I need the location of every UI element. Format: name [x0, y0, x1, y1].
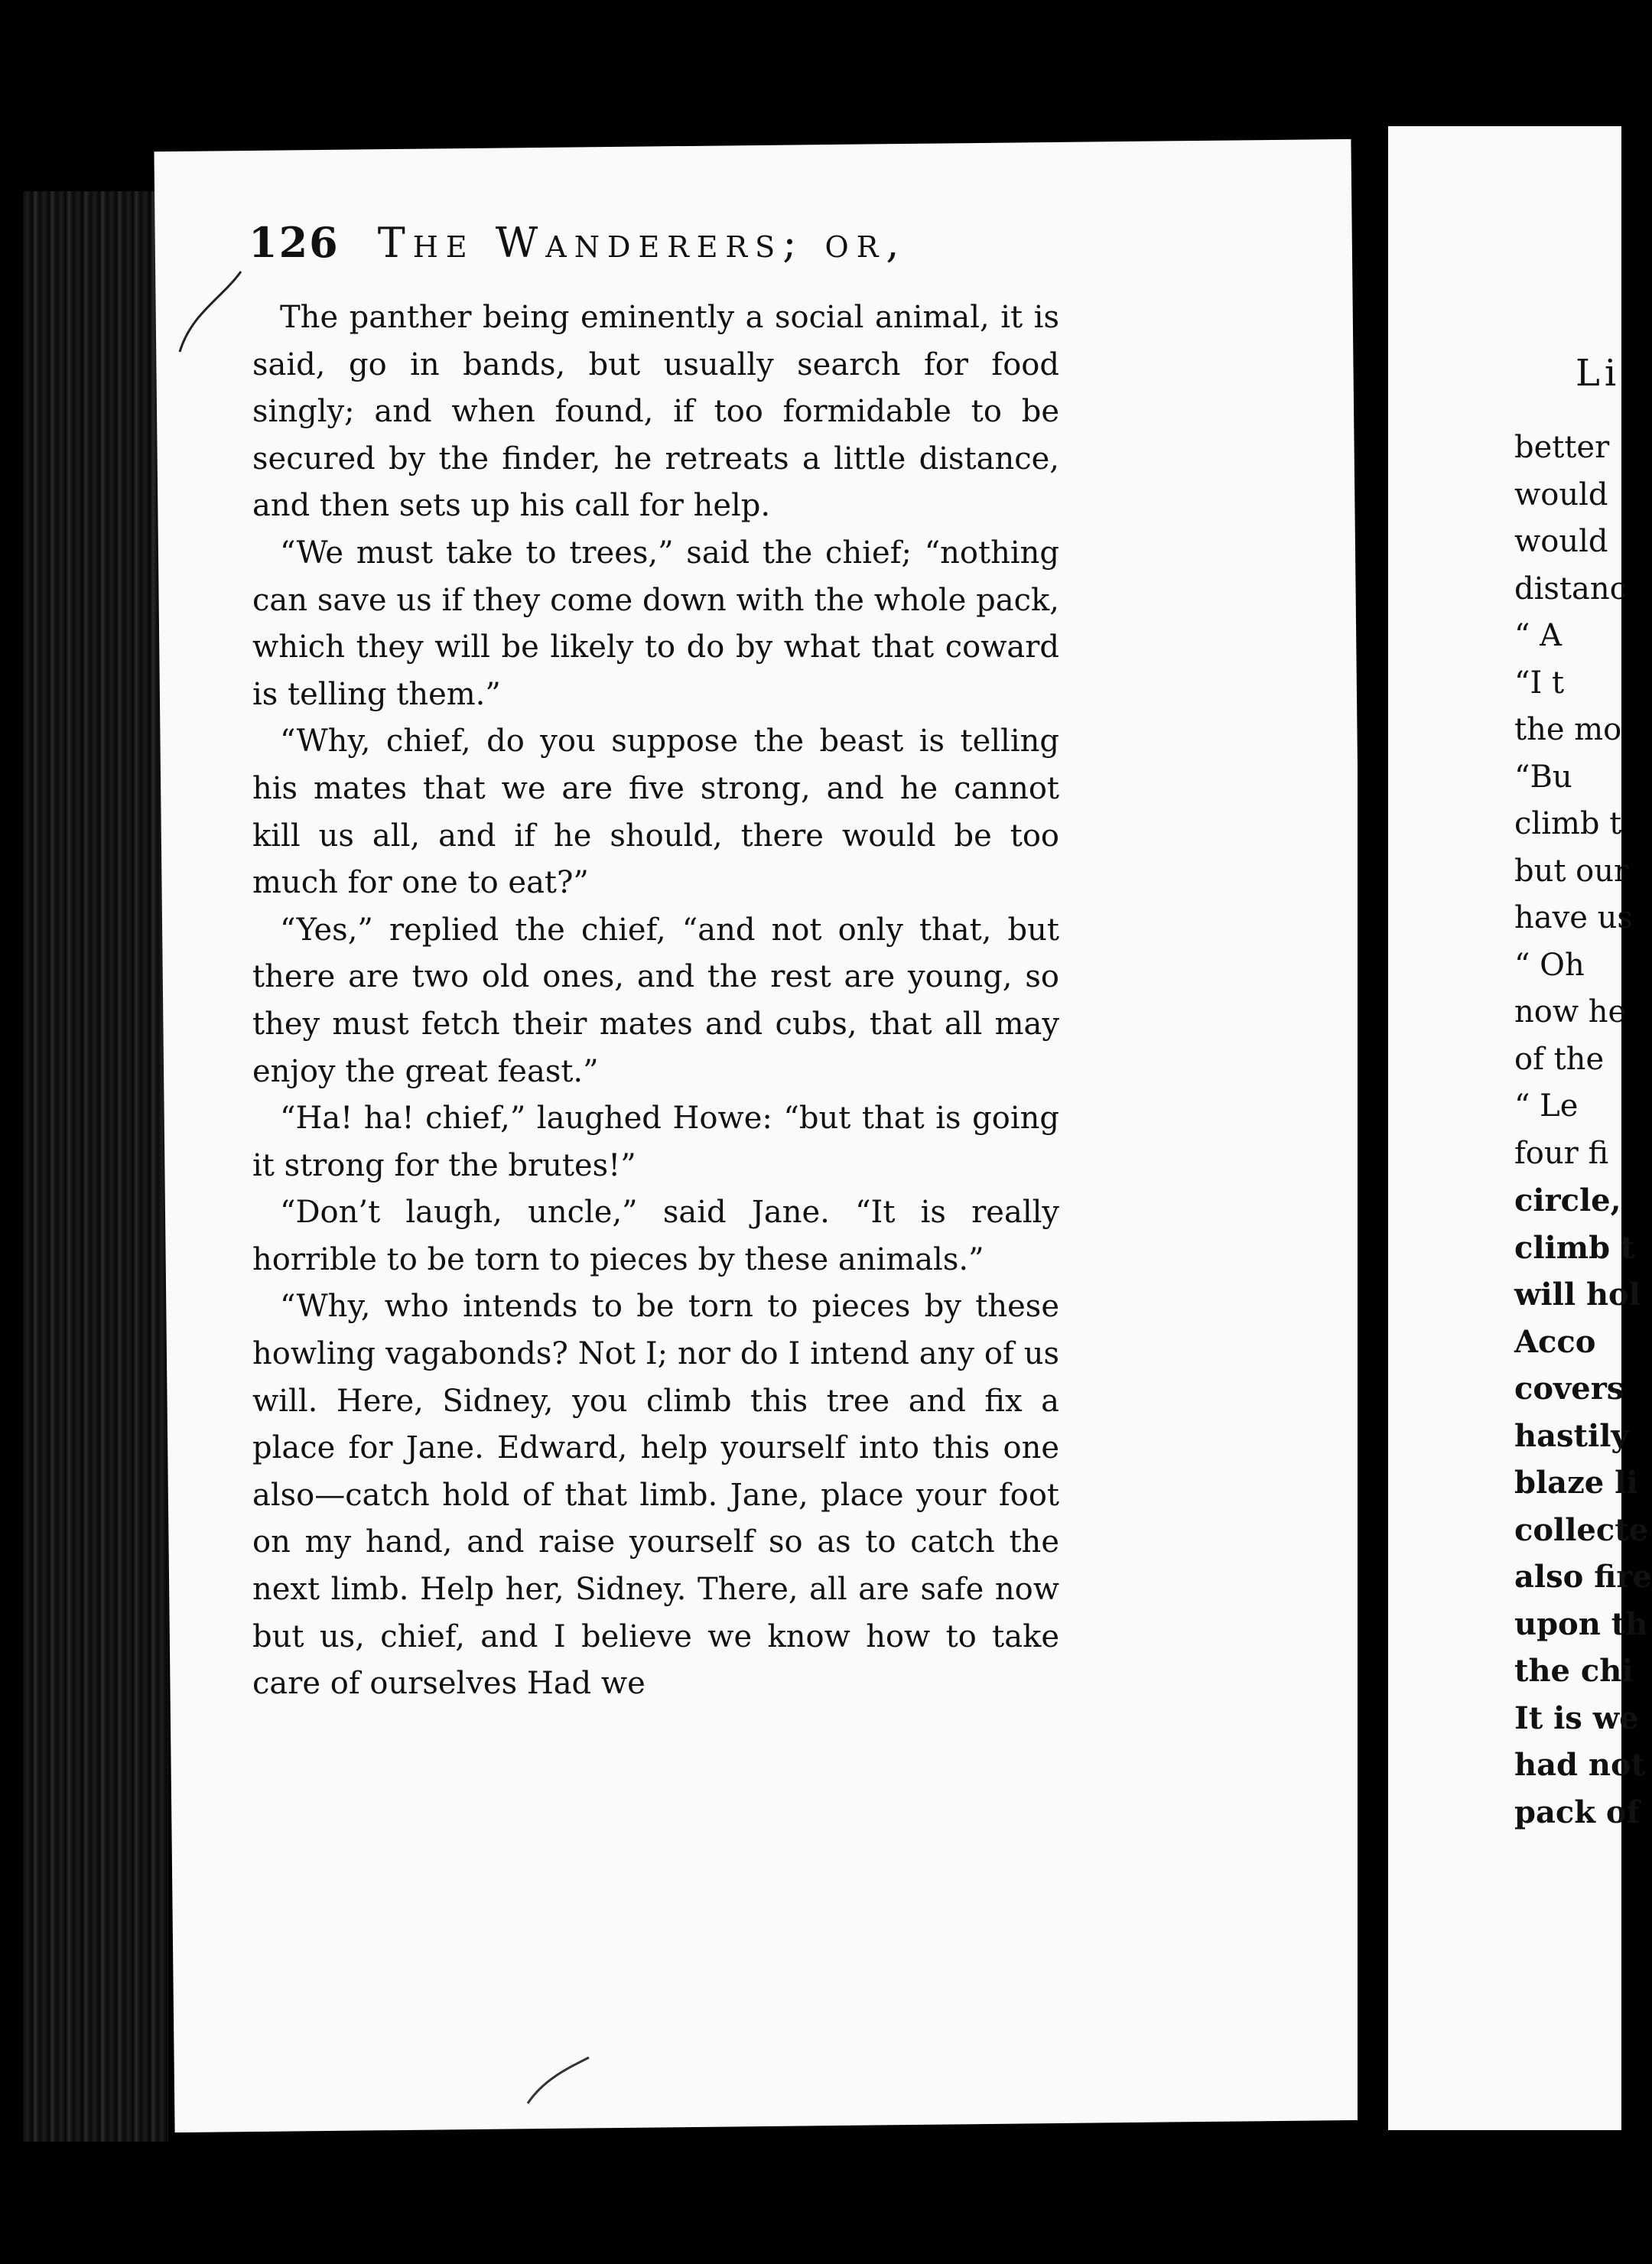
right-line: will hol — [1514, 1277, 1641, 1313]
body-text — [252, 294, 1059, 1708]
right-line: would — [1514, 524, 1608, 559]
paragraph: “Ha! ha! chief,” laughed Howe: “but that is going it strong for the brutes!” — [252, 1101, 1059, 1183]
right-line: have us — [1514, 900, 1633, 935]
right-line: “ Le — [1514, 1088, 1579, 1124]
bottom-pen-mark — [520, 2050, 597, 2111]
right-line: blaze li — [1514, 1465, 1638, 1501]
paragraph: “Yes,” replied the chief, “and not only that, but there are two old ones, and the rest are young, so they must fetch their mates and cubs, that all may enjoy the great feast.” — [252, 912, 1059, 1089]
paragraph: “Why, who intends to be torn to pieces by these howling vagabonds? Not I; nor do I intend any of us will. Here, Sidney, you climb this tree and fix a place for Jane. Edward, help yourself into this one also—catch hold of that limb. Jane, place your foot on my hand, and raise yourself so as to catch the next limb. Help her, Sidney. There, all are safe now but us, chief, and I believe we know how to take care of ourselves Had we — [252, 1289, 1059, 1702]
page-header — [249, 218, 1090, 267]
right-line: “ A — [1514, 618, 1563, 653]
right-line: covers — [1514, 1371, 1624, 1407]
right-line: circle, — [1514, 1182, 1621, 1218]
paragraph: “Why, chief, do you suppose the beast is telling his mates that we are five strong, and he cannot kill us all, and if he should, there would be too much for one to eat?” — [252, 724, 1059, 901]
running-title: The Wanderers; or, — [377, 219, 907, 267]
right-line: now he — [1514, 994, 1627, 1030]
right-line: had not — [1514, 1747, 1646, 1783]
right-line: distanc — [1514, 571, 1628, 607]
right-line: of the — [1514, 1041, 1605, 1077]
right-line: would — [1514, 477, 1608, 512]
right-line: but our — [1514, 853, 1629, 889]
right-line: “ Oh — [1514, 947, 1585, 983]
paragraph: The panther being eminently a social animal, it is said, go in bands, but usually search for food singly; and when found, if too formidable to be secured by the finder, he retreats a little distance, and then sets up his call for help. — [252, 300, 1059, 524]
right-line: the chi — [1514, 1653, 1634, 1689]
right-line: hastily — [1514, 1417, 1629, 1454]
right-line: climb t — [1514, 1229, 1635, 1266]
right-line: collecte — [1514, 1511, 1649, 1548]
right-line: also fire — [1514, 1559, 1652, 1595]
paragraph: “We must take to trees,” said the chief; “nothing can save us if they come down with the whole pack, which they will be likely to do by what that coward is telling them.” — [252, 535, 1059, 712]
right-line: It is we — [1514, 1700, 1639, 1736]
page-number: 126 — [249, 218, 340, 267]
right-line: upon th — [1514, 1605, 1648, 1642]
right-line: “I t — [1514, 665, 1565, 701]
paragraph: “Don’t laugh, uncle,” said Jane. “It is really horrible to be torn to pieces by these animals.” — [252, 1195, 1059, 1277]
right-line: the mo — [1514, 712, 1622, 747]
right-line: Acco — [1514, 1323, 1596, 1360]
right-line: “Bu — [1514, 759, 1572, 795]
right-line: pack of — [1514, 1794, 1640, 1830]
right-page-text — [1514, 424, 1652, 1836]
book-gutter — [1358, 92, 1392, 2172]
right-page-header: Li — [1576, 352, 1621, 395]
book-edge — [23, 191, 168, 2142]
margin-pen-mark — [168, 268, 260, 375]
right-line: four fi — [1514, 1135, 1609, 1171]
right-line: better — [1514, 430, 1610, 465]
right-line: climb t — [1514, 806, 1622, 841]
